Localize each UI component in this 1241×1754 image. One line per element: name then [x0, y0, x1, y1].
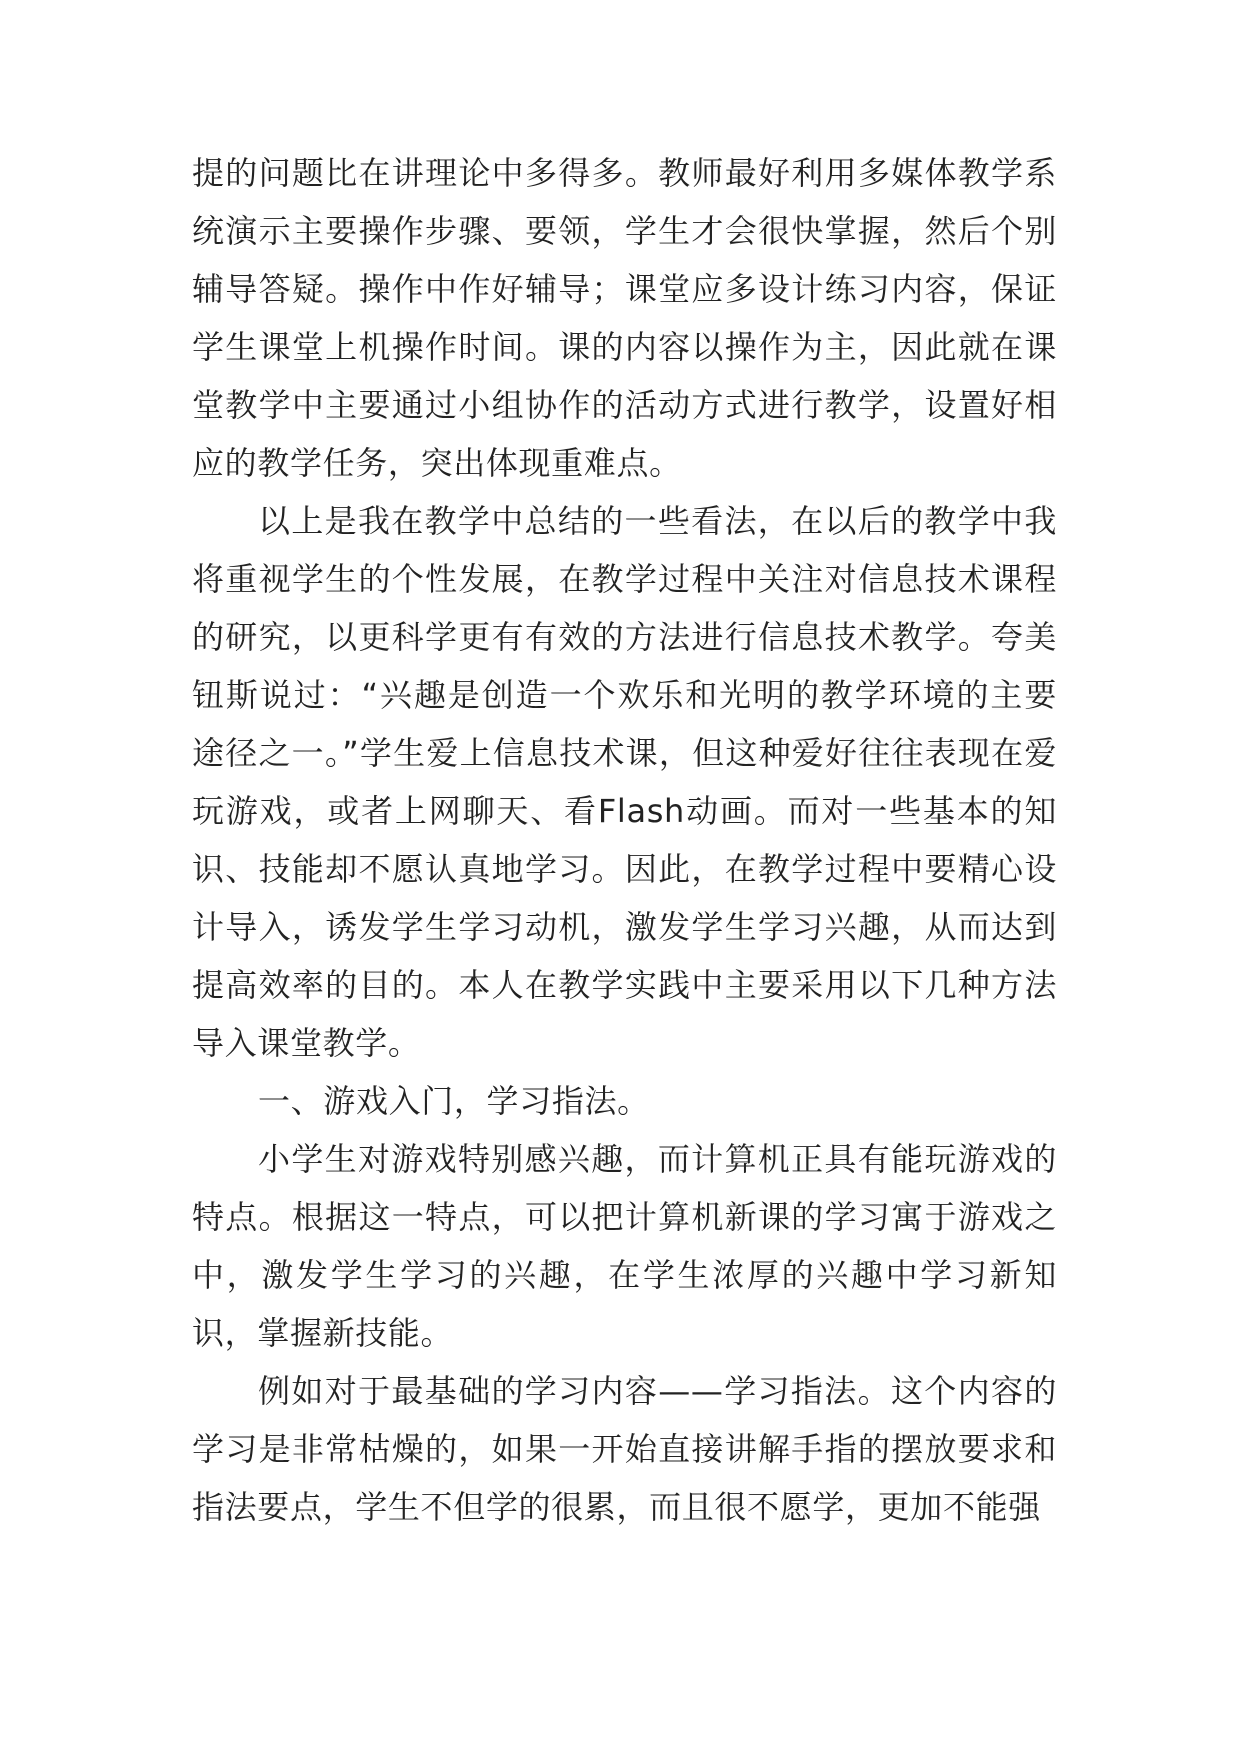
paragraph-2: 以上是我在教学中总结的一些看法，在以后的教学中我将重视学生的个性发展，在教学过程中关注对信息技术课程的研究，以更科学更有有效的方法进行信息技术教学。夸美钮斯说过：“兴趣是创造一个欢乐和光明的教学环境的主要途径之一。”学生爱上信息技术课，但这种爱好往往表现在爱玩游戏，或者上网聊天、看Flash动画。而对一些基本的知识、技能却不愿认真地学习。因此，在教学过程中要精心设计导入，诱发学生学习动机，激发学生学习兴趣，从而达到提高效率的目的。本人在教学实践中主要采用以下几种方法导入课堂教学。	[192, 502, 1057, 1062]
paragraph-4: 例如对于最基础的学习内容——学习指法。这个内容的学习是非常枯燥的，如果一开始直接讲解手指的摆放要求和指法要点，学生不但学的很累，而且很不愿学，更加不能强	[192, 1372, 1057, 1526]
section-heading: 一、游戏入门，学习指法。	[258, 1082, 650, 1120]
paragraph-1: 提的问题比在讲理论中多得多。教师最好利用多媒体教学系统演示主要操作步骤、要领，学生才会很快掌握，然后个别辅导答疑。操作中作好辅导；课堂应多设计练习内容，保证学生课堂上机操作时间。课的内容以操作为主，因此就在课堂教学中主要通过小组协作的活动方式进行教学，设置好相应的教学任务，突出体现重难点。	[192, 154, 1057, 482]
paragraph-3: 小学生对游戏特别感兴趣，而计算机正具有能玩游戏的特点。根据这一特点，可以把计算机新课的学习寓于游戏之中，激发学生学习的兴趣，在学生浓厚的兴趣中学习新知识，掌握新技能。	[192, 1140, 1057, 1352]
body-text	[192, 144, 1057, 1536]
